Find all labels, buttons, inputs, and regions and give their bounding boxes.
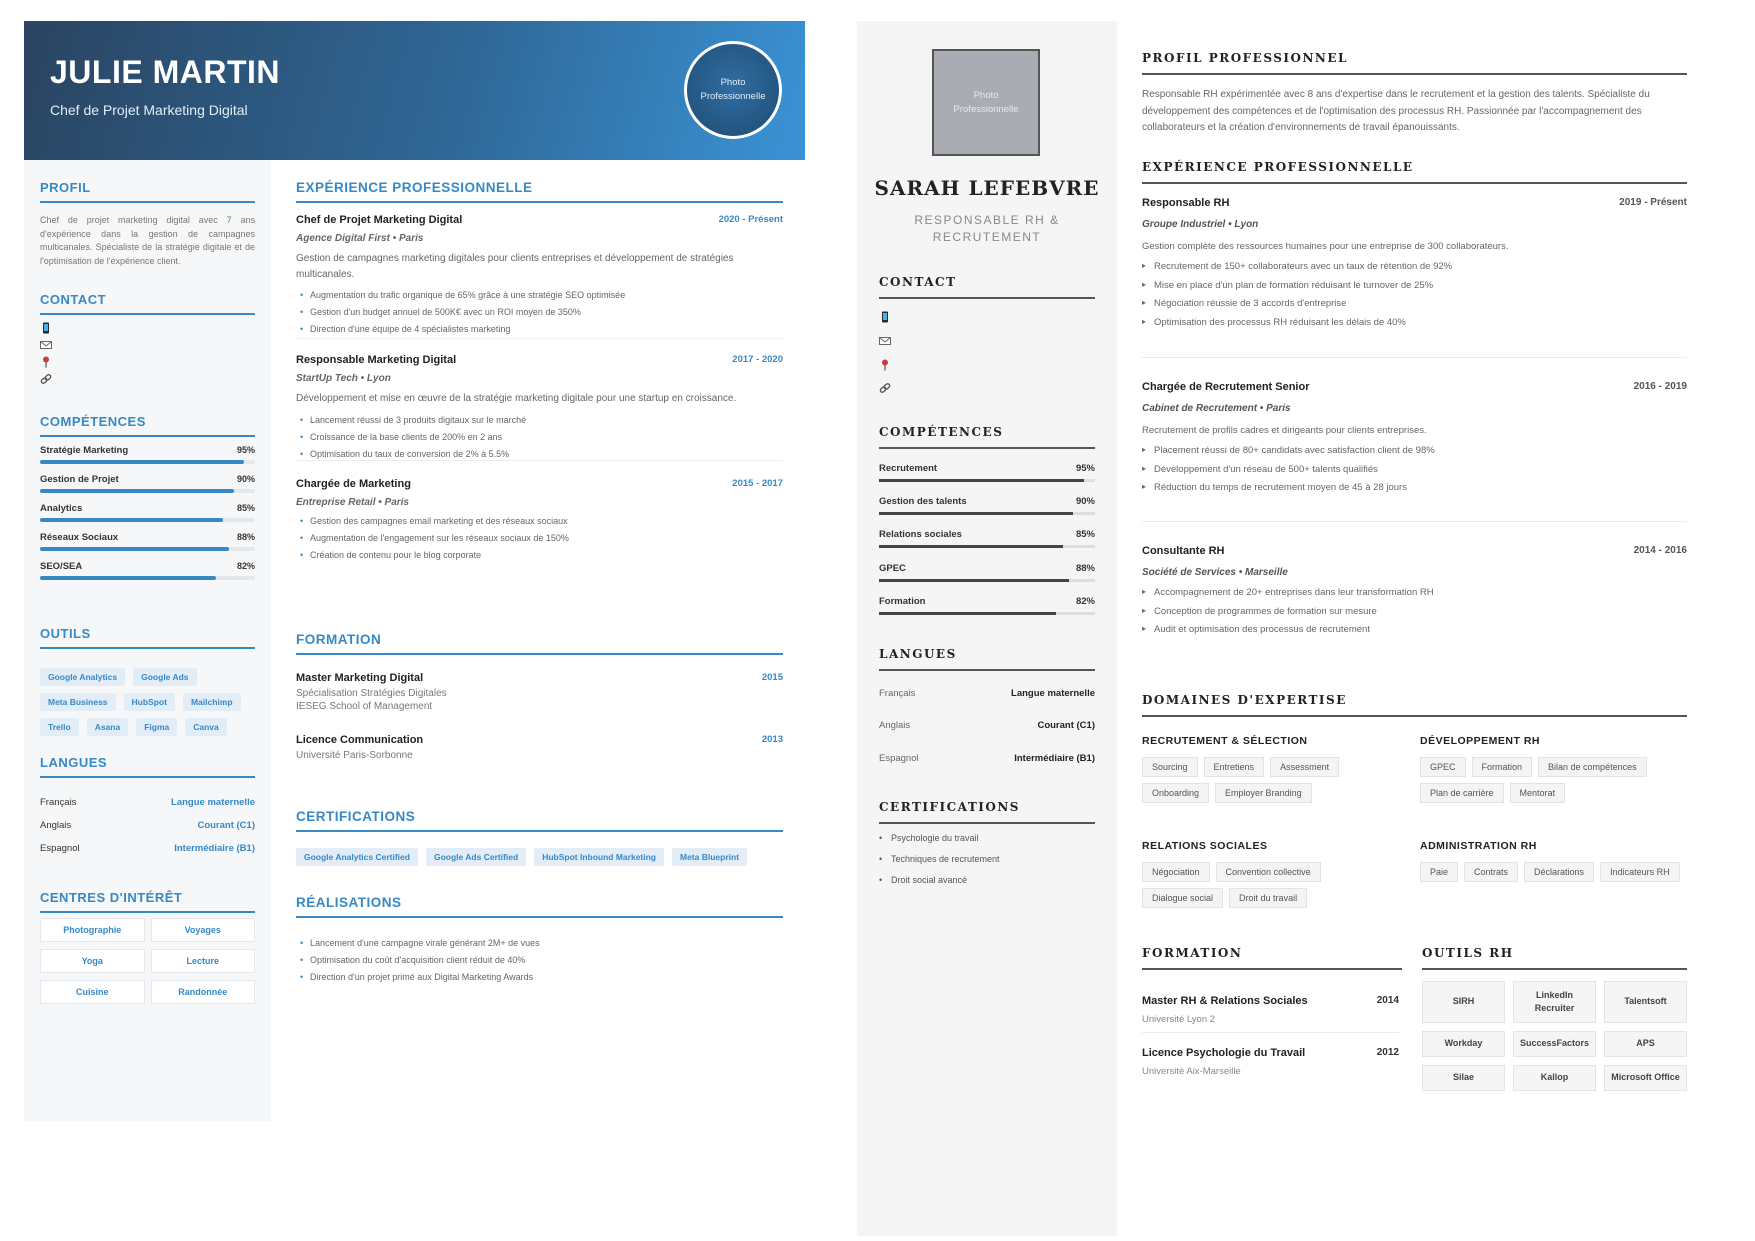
skill-percent: 85% [1075, 529, 1095, 540]
degree-school: IESEG School of Management [296, 701, 433, 712]
skill-bar [879, 612, 1095, 615]
candidate-job-title: Chef de Projet Marketing Digital [50, 102, 248, 118]
job-dates: 2014 - 2016 [1633, 545, 1687, 556]
skill-bar-fill [40, 460, 244, 464]
skill-name: SEO/SEA [40, 561, 83, 572]
candidate-name: JULIE MARTIN [50, 54, 280, 90]
job-bullet: ▸ Négociation réussie de 3 accords d'entreprise [1142, 295, 1687, 314]
interest-item: Photographie [40, 918, 145, 942]
skill-percent: 88% [236, 532, 255, 542]
degree-date: 2014 [1376, 995, 1399, 1006]
skill-percent: 95% [1075, 463, 1095, 474]
profile-text: Responsable RH expérimentée avec 8 ans d'expertise dans le recrutement et la gestion des talents. Spécialiste du développement des compétences et de l'optimisation des processus RH. Passionnée par l'accompagnement des collaborateurs et la création d'environnements de travail épanouissants. [1142, 89, 1650, 133]
skill-item [40, 503, 255, 527]
divider [296, 338, 783, 339]
expertise-tag: Déclarations [1524, 862, 1594, 882]
section-title-languages: LANGUES [879, 647, 1095, 671]
job-dates: 2019 - Présent [1619, 197, 1687, 208]
expertise-tag: Entretiens [1204, 757, 1265, 777]
degree-school: Université Paris-Sorbonne [296, 750, 413, 761]
language-name: Français [879, 688, 916, 699]
degree-date: 2012 [1376, 1047, 1399, 1058]
certification-item: • Techniques de recrutement [879, 854, 1095, 875]
skill-bar-fill [879, 512, 1073, 515]
job-company: Entreprise Retail • Paris [296, 497, 409, 508]
section-title-contact: CONTACT [879, 275, 1095, 299]
skill-name: GPEC [879, 563, 906, 574]
certification-tag: HubSpot Inbound Marketing [534, 848, 664, 866]
education-entry [1142, 1047, 1399, 1077]
job-dates: 2020 - Présent [718, 214, 783, 225]
section-title-achievements: RÉALISATIONS [296, 895, 783, 918]
skill-percent: 90% [1075, 496, 1095, 507]
job-bullet: ▸ Audit et optimisation des processus de recrutement [1142, 621, 1687, 640]
skill-bar [40, 547, 255, 551]
section-title-profile: PROFIL [40, 180, 255, 203]
skill-percent: 88% [1075, 563, 1095, 574]
skill-bar-fill [879, 479, 1084, 482]
expertise-tag: Indicateurs RH [1600, 862, 1680, 882]
expertise-group-title: RELATIONS SOCIALES [1142, 840, 1268, 852]
skill-percent: 95% [236, 445, 255, 455]
job-title: Chargée de Marketing [296, 478, 411, 490]
language-name: Espagnol [40, 843, 80, 854]
skill-item [879, 496, 1095, 526]
job-company: Groupe Industriel • Lyon [1142, 219, 1259, 230]
job-entry [1142, 381, 1687, 498]
expertise-tag: Négociation [1142, 862, 1210, 882]
job-bullet: • Augmentation du trafic organique de 65% grâce à une stratégie SEO optimisée [296, 287, 783, 304]
interests-grid [40, 918, 255, 1004]
skill-bar [879, 479, 1095, 482]
job-entry [296, 478, 783, 564]
profile-text: Chef de projet marketing digital avec 7 ans d'expérience dans la gestion de campagnes multicanales. Spécialiste de la stratégie digitale et de l'optimisation de l'expérience client. [40, 215, 255, 267]
candidate-job-title: RESPONSABLE RH & RECRUTEMENT [914, 213, 1060, 245]
language-name: Français [40, 797, 77, 808]
language-level: Courant (C1) [197, 820, 255, 831]
certification-item: • Psychologie du travail [879, 833, 1095, 854]
job-bullet: • Augmentation de l'engagement sur les réseaux sociaux de 150% [296, 530, 783, 547]
section-title-languages: LANGUES [40, 755, 255, 778]
photo-placeholder: Photo Professionnelle [932, 49, 1040, 156]
skill-name: Gestion des talents [879, 496, 967, 507]
degree-title: Licence Communication [296, 734, 424, 746]
tool-tag: Trello [40, 718, 79, 736]
certification-tag: Google Analytics Certified [296, 848, 418, 866]
job-bullet: ▸ Placement réussi de 80+ candidats avec satisfaction client de 98% [1142, 442, 1687, 461]
section-title-education: FORMATION [1142, 946, 1402, 970]
tool-tag: Google Analytics [40, 668, 125, 686]
location-icon [40, 356, 52, 368]
language-name: Espagnol [879, 753, 919, 764]
job-title: Chef de Projet Marketing Digital [296, 214, 463, 226]
job-title: Responsable Marketing Digital [296, 354, 457, 366]
interest-item: Yoga [40, 949, 145, 973]
language-level: Intermédiaire (B1) [174, 843, 255, 854]
certification-tag: Google Ads Certified [426, 848, 526, 866]
section-title-experience: EXPÉRIENCE PROFESSIONNELLE [296, 180, 783, 203]
skill-bar [40, 489, 255, 493]
expertise-tag: Paie [1420, 862, 1458, 882]
skill-bar [879, 579, 1095, 582]
skill-name: Recrutement [879, 463, 938, 474]
skill-bar-fill [40, 576, 216, 580]
resume-header [24, 21, 805, 160]
skill-name: Formation [879, 596, 926, 607]
skill-name: Stratégie Marketing [40, 445, 129, 456]
job-bullet: ▸ Recrutement de 150+ collaborateurs avec un taux de rétention de 92% [1142, 258, 1687, 277]
phone-icon [40, 322, 52, 334]
job-description: Recrutement de profils cadres et dirigeants pour clients entreprises. [1142, 425, 1427, 436]
degree-title: Master RH & Relations Sociales [1142, 995, 1308, 1007]
degree-school: Université Aix-Marseille [1142, 1066, 1241, 1077]
expertise-tag: Droit du travail [1229, 888, 1307, 908]
skill-name: Relations sociales [879, 529, 962, 540]
section-title-tools: OUTILS [40, 626, 255, 649]
expertise-group [1420, 735, 1685, 803]
job-bullet: • Lancement réussi de 3 produits digitaux sur le marché [296, 412, 783, 429]
skill-bar-fill [879, 579, 1069, 582]
expertise-group [1142, 735, 1407, 803]
job-bullet: ▸ Développement d'un réseau de 500+ talents qualifiés [1142, 461, 1687, 480]
expertise-tag: GPEC [1420, 757, 1466, 777]
skill-item [40, 445, 255, 469]
certification-tag: Meta Blueprint [672, 848, 747, 866]
section-title-interests: CENTRES D'INTÉRÊT [40, 890, 255, 913]
interest-item: Cuisine [40, 980, 145, 1004]
language-level: Courant (C1) [1037, 720, 1095, 731]
certification-item: • Droit social avancé [879, 875, 1095, 896]
tool-item: Talentsoft [1604, 981, 1687, 1023]
interest-item: Randonnée [151, 980, 256, 1004]
job-bullet: • Gestion d'un budget annuel de 500K€ avec un ROI moyen de 350% [296, 304, 783, 321]
job-title: Consultante RH [1142, 545, 1225, 557]
phone-icon [879, 311, 891, 323]
tool-item: SIRH [1422, 981, 1505, 1023]
skill-percent: 85% [236, 503, 255, 513]
language-level: Langue maternelle [1011, 688, 1095, 699]
skill-percent: 82% [1075, 596, 1095, 607]
link-icon [40, 373, 52, 385]
expertise-group [1420, 840, 1685, 882]
skill-item [879, 529, 1095, 559]
job-bullet: • Direction d'une équipe de 4 spécialistes marketing [296, 321, 783, 338]
job-bullet: ▸ Accompagnement de 20+ entreprises dans leur transformation RH [1142, 584, 1687, 603]
skill-item [879, 596, 1095, 626]
tool-item: Workday [1422, 1031, 1505, 1057]
expertise-tag: Onboarding [1142, 783, 1209, 803]
language-name: Anglais [40, 820, 72, 831]
expertise-tag: Dialogue social [1142, 888, 1223, 908]
resume-sarah-lefebvre [857, 21, 1717, 1236]
skill-percent: 90% [236, 474, 255, 484]
hr-tools-grid [1422, 981, 1687, 1091]
email-icon [40, 339, 52, 351]
skill-bar-fill [879, 545, 1063, 548]
tool-item: APS [1604, 1031, 1687, 1057]
skill-percent: 82% [236, 561, 255, 571]
skill-name: Gestion de Projet [40, 474, 119, 485]
job-dates: 2016 - 2019 [1633, 381, 1687, 392]
language-level: Langue maternelle [171, 797, 255, 808]
tool-item: LinkedIn Recruiter [1513, 981, 1596, 1023]
skill-bar [40, 518, 255, 522]
skill-bar-fill [40, 547, 229, 551]
tool-item: Kallop [1513, 1065, 1596, 1091]
skill-bar [879, 512, 1095, 515]
skill-item [879, 563, 1095, 593]
skill-item [40, 532, 255, 556]
job-description: Gestion de campagnes marketing digitales pour clients entreprises et développement de stratégies multicanales. [296, 253, 734, 280]
resume-sidebar [857, 21, 1117, 1236]
tool-item: SuccessFactors [1513, 1031, 1596, 1057]
achievement-item: • Lancement d'une campagne virale générant 2M+ de vues [296, 935, 783, 952]
section-title-education: FORMATION [296, 632, 783, 655]
degree-title: Master Marketing Digital [296, 672, 424, 684]
certifications-list [296, 848, 783, 866]
job-company: Société de Services • Marseille [1142, 567, 1288, 578]
job-bullet: ▸ Optimisation des processus RH réduisant les délais de 40% [1142, 314, 1687, 333]
job-bullet: • Croissance de la base clients de 200% en 2 ans [296, 429, 783, 446]
section-title-contact: CONTACT [40, 292, 255, 315]
section-title-profile: PROFIL PROFESSIONNEL [1142, 51, 1687, 75]
education-entry [296, 672, 783, 712]
skill-name: Réseaux Sociaux [40, 532, 119, 543]
divider [1142, 357, 1687, 358]
degree-title: Licence Psychologie du Travail [1142, 1047, 1306, 1059]
expertise-group-title: ADMINISTRATION RH [1420, 840, 1537, 852]
job-description: Gestion complète des ressources humaines pour une entreprise de 300 collaborateurs. [1142, 241, 1509, 252]
divider [296, 460, 783, 461]
tools-list [40, 668, 255, 736]
job-entry [1142, 545, 1687, 640]
job-bullet: • Optimisation du taux de conversion de 2% à 5.5% [296, 446, 783, 463]
tool-tag: Meta Business [40, 693, 116, 711]
job-bullet: • Gestion des campagnes email marketing et des réseaux sociaux [296, 513, 783, 530]
section-title-skills: COMPÉTENCES [879, 425, 1095, 449]
expertise-tag: Employer Branding [1215, 783, 1312, 803]
expertise-tag: Mentorat [1510, 783, 1566, 803]
expertise-tag: Sourcing [1142, 757, 1198, 777]
language-level: Intermédiaire (B1) [1014, 753, 1095, 764]
section-title-certifications: CERTIFICATIONS [879, 800, 1095, 824]
expertise-tag: Contrats [1464, 862, 1518, 882]
job-title: Chargée de Recrutement Senior [1142, 381, 1310, 393]
expertise-tag: Convention collective [1216, 862, 1321, 882]
location-icon [879, 359, 891, 371]
skill-bar [879, 545, 1095, 548]
expertise-group-title: RECRUTEMENT & SÉLECTION [1142, 735, 1308, 747]
resume-main [296, 160, 783, 1121]
expertise-tag: Assessment [1270, 757, 1339, 777]
link-icon [879, 382, 891, 394]
language-name: Anglais [879, 720, 911, 731]
tool-tag: Canva [185, 718, 227, 736]
tool-tag: Figma [136, 718, 177, 736]
skill-bar [40, 576, 255, 580]
degree-date: 2015 [761, 672, 783, 683]
achievement-item: • Direction d'un projet primé aux Digital Marketing Awards [296, 969, 783, 986]
section-title-certifications: CERTIFICATIONS [296, 809, 783, 832]
job-company: Agence Digital First • Paris [296, 233, 424, 244]
skill-name: Analytics [40, 503, 83, 514]
tool-tag: Asana [87, 718, 129, 736]
job-description: Développement et mise en œuvre de la stratégie marketing digitale pour une startup en croissance. [296, 393, 737, 404]
expertise-tag: Bilan de compétences [1538, 757, 1647, 777]
expertise-group [1142, 840, 1407, 908]
interest-item: Lecture [151, 949, 256, 973]
skill-bar-fill [40, 518, 223, 522]
tool-tag: Google Ads [133, 668, 196, 686]
expertise-tag: Plan de carrière [1420, 783, 1504, 803]
degree-date: 2013 [761, 734, 783, 745]
job-company: Cabinet de Recrutement • Paris [1142, 403, 1291, 414]
job-dates: 2017 - 2020 [732, 354, 783, 365]
section-title-expertise: DOMAINES D'EXPERTISE [1142, 693, 1687, 717]
job-bullet: • Création de contenu pour le blog corporate [296, 547, 783, 564]
job-bullet: ▸ Mise en place d'un plan de formation réduisant le turnover de 25% [1142, 277, 1687, 296]
interest-item: Voyages [151, 918, 256, 942]
email-icon [879, 335, 891, 347]
skill-bar [40, 460, 255, 464]
education-entry [296, 734, 783, 761]
candidate-name: SARAH LEFEBVRE [874, 176, 1100, 200]
section-title-hr-tools: OUTILS RH [1422, 946, 1687, 970]
divider [1142, 1032, 1399, 1033]
skill-item [40, 474, 255, 498]
expertise-tag: Formation [1472, 757, 1533, 777]
section-title-experience: EXPÉRIENCE PROFESSIONNELLE [1142, 160, 1687, 184]
degree-school: Université Lyon 2 [1142, 1014, 1216, 1025]
job-entry [1142, 197, 1687, 332]
resume-julie-martin [24, 21, 805, 1121]
job-entry [296, 214, 783, 338]
photo-placeholder: Photo Professionnelle [684, 41, 782, 139]
job-title: Responsable RH [1142, 197, 1230, 209]
tool-item: Silae [1422, 1065, 1505, 1091]
achievement-item: • Optimisation du coût d'acquisition client réduit de 40% [296, 952, 783, 969]
skill-item [40, 561, 255, 585]
skill-bar-fill [879, 612, 1056, 615]
resume-main [1142, 21, 1687, 1236]
resume-sidebar [24, 160, 271, 1121]
job-dates: 2015 - 2017 [732, 478, 783, 489]
job-company: StartUp Tech • Lyon [296, 373, 391, 384]
tool-tag: HubSpot [124, 693, 175, 711]
job-entry [296, 354, 783, 463]
degree-specialization: Spécialisation Stratégies Digitales [296, 688, 447, 699]
job-bullet: ▸ Conception de programmes de formation sur mesure [1142, 603, 1687, 622]
section-title-skills: COMPÉTENCES [40, 414, 255, 437]
expertise-group-title: DÉVELOPPEMENT RH [1420, 735, 1541, 747]
divider [1142, 521, 1687, 522]
tool-tag: Mailchimp [183, 693, 241, 711]
job-bullet: ▸ Réduction du temps de recrutement moyen de 45 à 28 jours [1142, 479, 1687, 498]
education-entry [1142, 995, 1399, 1025]
tool-item: Microsoft Office [1604, 1065, 1687, 1091]
skill-item [879, 463, 1095, 493]
skill-bar-fill [40, 489, 234, 493]
